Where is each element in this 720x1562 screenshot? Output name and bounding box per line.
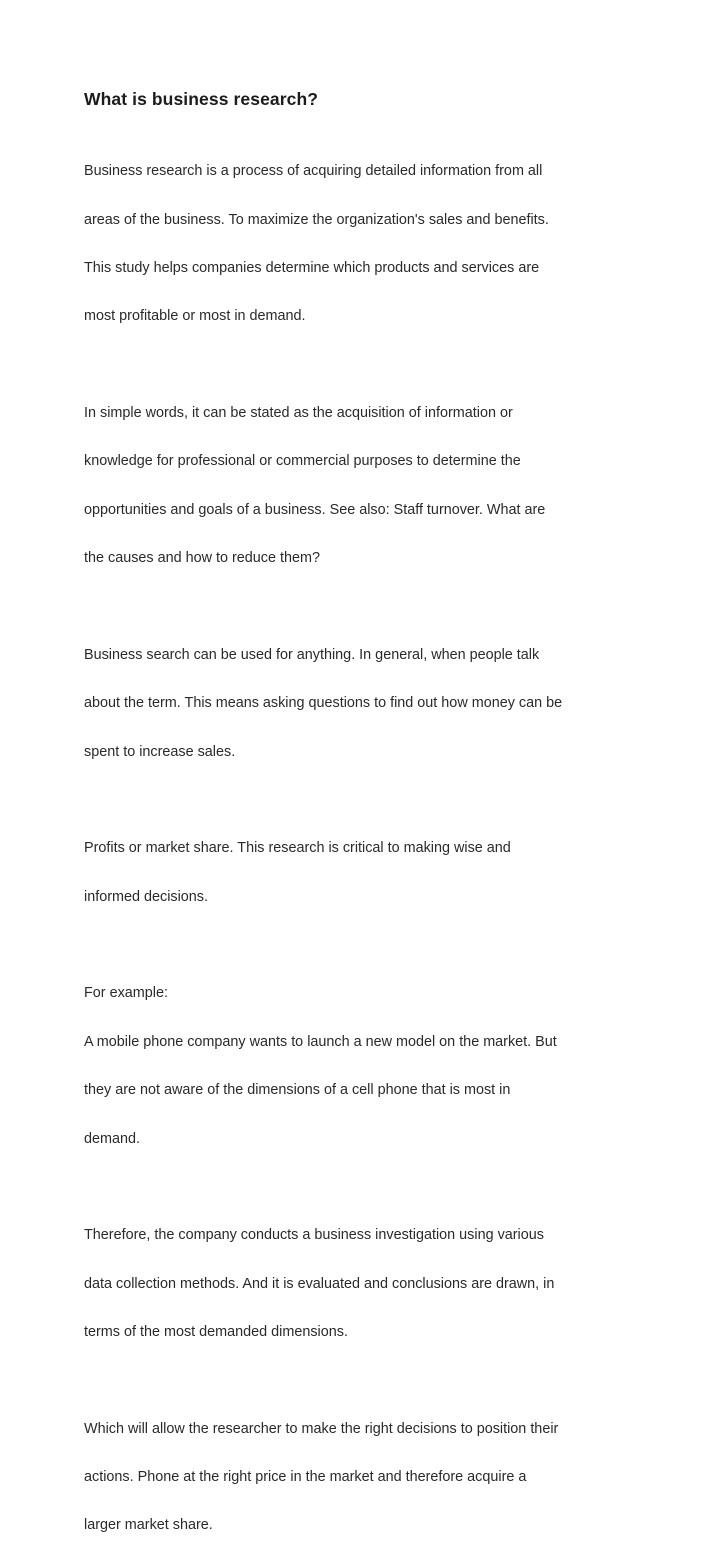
paragraph-line: actions. Phone at the right price in the market and therefore acquire a <box>84 1468 527 1485</box>
paragraph-line: areas of the business. To maximize the organization's sales and benefits. <box>84 211 549 228</box>
paragraph-line: In simple words, it can be stated as the acquisition of information or <box>84 405 513 422</box>
paragraph-line: demand. <box>84 1130 141 1147</box>
paragraph-line: about the term. This means asking questions to find out how money can be <box>84 695 563 712</box>
paragraph-business-search <box>84 619 640 788</box>
paragraph-line: larger market share. <box>84 1517 213 1534</box>
paragraph-line: Which will allow the researcher to make the right decisions to position their <box>84 1420 559 1437</box>
paragraph-line: they are not aware of the dimensions of a cell phone that is most in <box>84 1082 511 1099</box>
paragraph-line: spent to increase sales. <box>84 743 236 760</box>
paragraph-line: For example: <box>84 985 168 1002</box>
document-title: What is business research? <box>84 89 319 109</box>
paragraph-line: data collection methods. And it is evaluated and conclusions are drawn, in <box>84 1275 555 1292</box>
paragraph-line: This study helps companies determine which products and services are <box>84 260 540 277</box>
paragraph-line: A mobile phone company wants to launch a new model on the market. But <box>84 1033 557 1050</box>
paragraph-line: terms of the most demanded dimensions. <box>84 1323 348 1340</box>
paragraph-line: most profitable or most in demand. <box>84 308 306 325</box>
paragraph-simple-words <box>84 377 640 595</box>
paragraph-definition <box>84 135 640 353</box>
paragraph-profits <box>84 812 640 933</box>
paragraph-line: the causes and how to reduce them? <box>84 550 320 567</box>
paragraph-decisions <box>84 1392 640 1561</box>
paragraph-investigation <box>84 1199 640 1368</box>
paragraph-line: Therefore, the company conducts a business investigation using various <box>84 1227 544 1244</box>
paragraph-line: informed decisions. <box>84 888 208 905</box>
paragraph-line: knowledge for professional or commercial purposes to determine the <box>84 453 521 470</box>
paragraph-example <box>84 957 640 1175</box>
paragraph-line: Business search can be used for anything. In general, when people talk <box>84 646 540 663</box>
paragraph-line: Profits or market share. This research is critical to making wise and <box>84 840 511 857</box>
paragraph-line: Business research is a process of acquiring detailed information from all <box>84 163 543 180</box>
paragraph-line: opportunities and goals of a business. See also: Staff turnover. What are <box>84 501 546 518</box>
